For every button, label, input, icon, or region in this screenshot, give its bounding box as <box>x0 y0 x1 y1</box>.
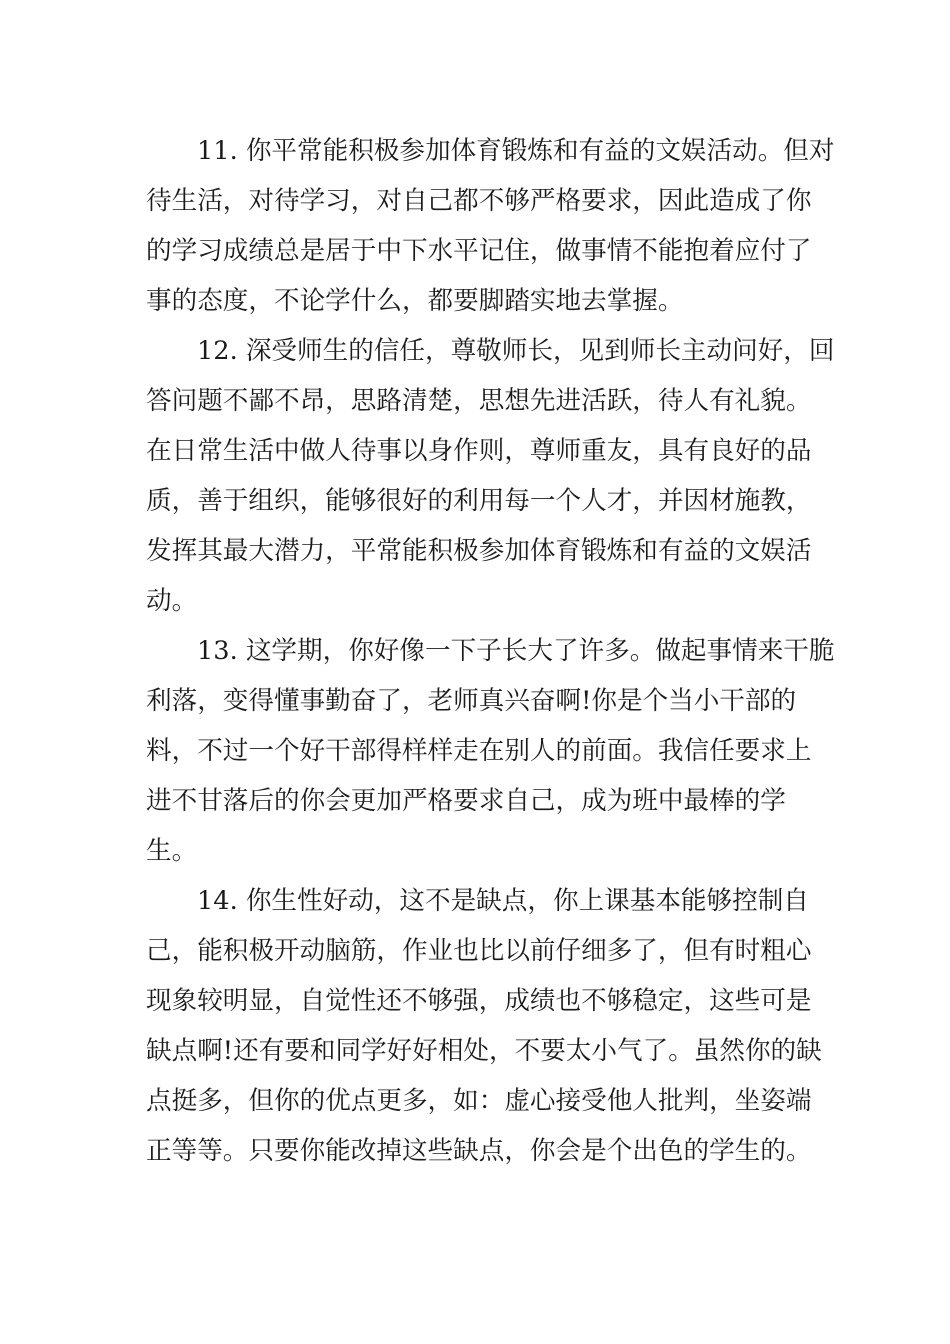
paragraph-14: 14. 你生性好动，这不是缺点，你上课基本能够控制自己，能积极开动脑筋，作业也比以前仔细多了，但有时粗心现象较明显，自觉性还不够强，成绩也不够稳定，这些可是缺点啊!还有要和同学好好相处，不要太小气了。虽然你的缺点挺多，但你的优点更多，如：虚心接受他人批判，坐姿端正等等。只要你能改掉这些缺点，你会是个出色的学生的。 <box>146 886 822 1166</box>
paragraph-11: 11. 你平常能积极参加体育锻炼和有益的文娱活动。但对待生活，对待学习，对自己都不够严格要求，因此造成了你的学习成绩总是居于中下水平记住，做事情不能抱着应付了事的态度，不论学什么，都要脚踏实地去掌握。 <box>146 136 835 316</box>
paragraph-12: 12. 深受师生的信任，尊敬师长，见到师长主动问好，回答问题不鄙不昂，思路清楚，思想先进活跃，待人有礼貌。在日常生活中做人待事以身作则，尊师重友，具有良好的品质，善于组织，能够很好的利用每一个人才，并因材施教，发挥其最大潜力，平常能积极参加体育锻炼和有益的文娱活动。 <box>146 336 835 616</box>
paragraph-13: 13. 这学期，你好像一下子长大了许多。做起事情来干脆利落，变得懂事勤奋了，老师真兴奋啊!你是个当小干部的料，不过一个好干部得样样走在别人的前面。我信任要求上进不甘落后的你会更加严格要求自己，成为班中最棒的学生。 <box>146 636 835 866</box>
document-body <box>146 126 836 1176</box>
